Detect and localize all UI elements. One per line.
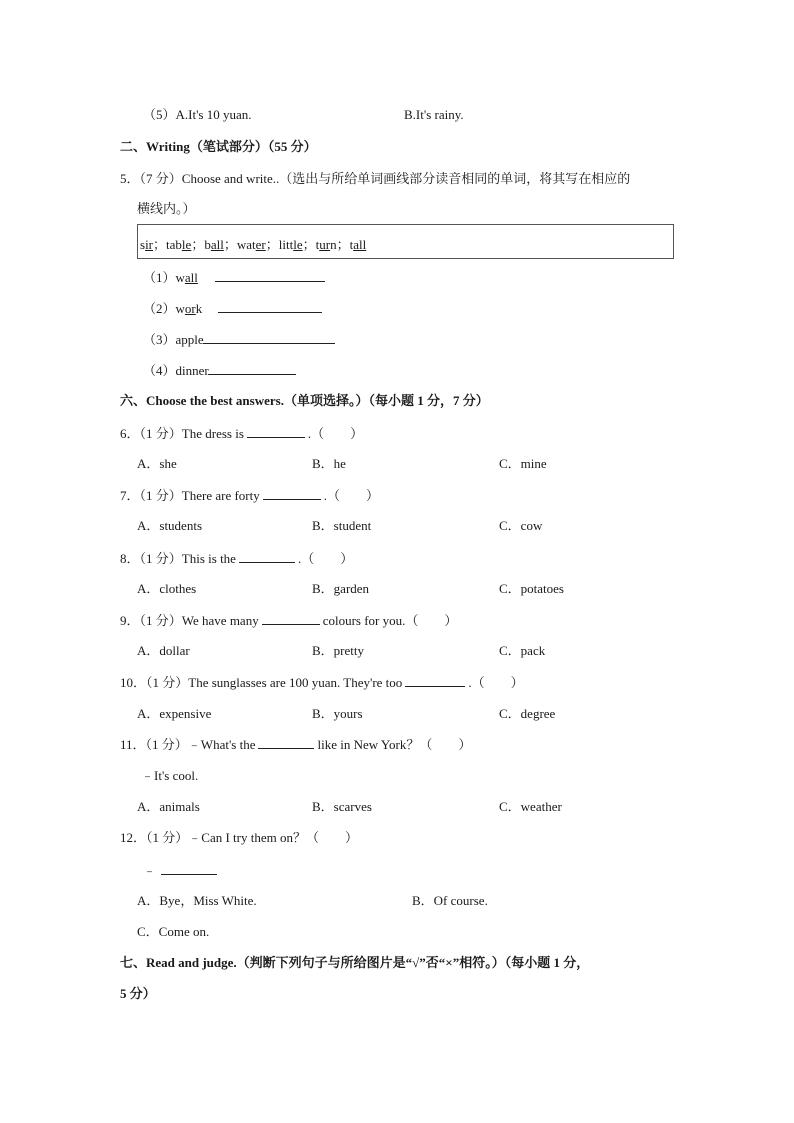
q4-item-5 bbox=[143, 106, 252, 124]
q5-item-2-word-underlined: or bbox=[184, 301, 196, 316]
q5-instruction-line2: 横线内。） bbox=[137, 201, 196, 216]
q9-option-b[interactable]: B．pretty bbox=[312, 643, 364, 658]
section-judge-title-line2: 5 分） bbox=[120, 986, 156, 1001]
q5-score: （7 分） bbox=[139, 171, 182, 186]
q7-option-b[interactable]: B．student bbox=[312, 518, 372, 533]
q4-item-5-number: （5） bbox=[143, 107, 176, 122]
q12-option-c[interactable]: C．Come on. bbox=[137, 924, 210, 939]
q5-item-4-answer-blank[interactable] bbox=[208, 361, 296, 375]
q5-item-2 bbox=[143, 299, 322, 318]
q10-text-before: The sunglasses are 100 yuan. They're too bbox=[188, 675, 403, 690]
q9-answer-blank[interactable] bbox=[262, 611, 320, 625]
q9-text-before: We have many bbox=[181, 613, 259, 628]
q5-word-separator: ； bbox=[223, 237, 237, 252]
q5-word-option-underlined: le bbox=[293, 237, 303, 252]
q8-option-b[interactable]: B．garden bbox=[312, 581, 370, 596]
q5-item-4-number: （4） bbox=[143, 363, 176, 378]
q10-answer-blank[interactable] bbox=[405, 673, 465, 687]
q11-option-a[interactable]: A．animals bbox=[137, 799, 200, 814]
q7-text-before: There are forty bbox=[181, 488, 260, 503]
q7-score: （1 分） bbox=[139, 488, 182, 503]
q5-word-option bbox=[204, 237, 237, 252]
q6-answer-blank[interactable] bbox=[247, 424, 305, 438]
q6-text-before: The dress is bbox=[181, 426, 244, 441]
q6-score: （1 分） bbox=[139, 426, 182, 441]
q5-number: 5． bbox=[120, 171, 140, 186]
q6-option-c[interactable]: C．mine bbox=[499, 456, 547, 471]
q9-option-a[interactable]: A．dollar bbox=[137, 643, 190, 658]
q8-option-c[interactable]: C．potatoes bbox=[499, 581, 564, 596]
q5-item-2-word-post: k bbox=[195, 301, 203, 316]
q5-item-2-word-pre: w bbox=[175, 301, 185, 316]
q6-number: 6． bbox=[120, 426, 140, 441]
q5-item-4-word-pre: dinn bbox=[175, 363, 199, 378]
q5-word-option bbox=[166, 237, 204, 252]
q9-score: （1 分） bbox=[139, 613, 182, 628]
q5-item-1-number: （1） bbox=[143, 270, 176, 285]
q5-item-4-word-suffix: er bbox=[198, 363, 209, 378]
q11-reply: ﹣It's cool. bbox=[141, 768, 199, 783]
q5-word-option bbox=[237, 237, 279, 252]
q7-option-a[interactable]: A．students bbox=[137, 518, 203, 533]
q9-text-after: colours for you.（ ） bbox=[322, 613, 458, 628]
q8-text-before: This is the bbox=[181, 551, 236, 566]
q5-instruction bbox=[120, 170, 630, 188]
q12-reply-blank[interactable] bbox=[161, 861, 217, 875]
q5-item-4 bbox=[143, 361, 296, 380]
q5-word-option bbox=[316, 237, 350, 252]
q5-word-option bbox=[350, 237, 367, 252]
q11-stem bbox=[120, 735, 471, 754]
q5-item-1-word-pre: w bbox=[175, 270, 185, 285]
q7-number: 7． bbox=[120, 488, 140, 503]
q11-text-after: like in New York？（ ） bbox=[317, 737, 472, 752]
q11-answer-blank[interactable] bbox=[258, 735, 314, 749]
q12-option-a[interactable]: A．Bye，Miss White. bbox=[137, 893, 257, 908]
q8-answer-blank[interactable] bbox=[239, 549, 295, 563]
q4-item-5-option-a: A.It's 10 yuan. bbox=[175, 107, 252, 122]
q7-stem bbox=[120, 486, 379, 505]
q5-word-option-underlined: all bbox=[353, 237, 367, 252]
q5-word-separator: ； bbox=[191, 237, 205, 252]
q12-text: ﹣Can I try them on？（ ） bbox=[188, 830, 358, 845]
q12-score: （1 分） bbox=[146, 830, 189, 845]
q5-item-3-number: （3） bbox=[143, 332, 176, 347]
q5-word-option-pre: litt bbox=[278, 237, 294, 252]
q5-word-option-pre: t bbox=[349, 237, 354, 252]
q5-word-box bbox=[137, 224, 674, 259]
q5-word-option-pre: wat bbox=[236, 237, 256, 252]
q5-word-option-underlined: ir bbox=[145, 237, 154, 252]
q10-number: 10． bbox=[120, 675, 147, 690]
q11-number: 11． bbox=[120, 737, 146, 752]
q7-answer-blank[interactable] bbox=[263, 486, 321, 500]
q4-item-5-option-b: B.It's rainy. bbox=[404, 107, 464, 122]
q5-word-option-post: n bbox=[330, 237, 337, 252]
section-writing-title: 二、Writing（笔试部分）（55 分） bbox=[120, 139, 317, 154]
q9-stem bbox=[120, 611, 457, 630]
q8-number: 8． bbox=[120, 551, 140, 566]
q12-reply bbox=[143, 861, 217, 880]
q5-item-3 bbox=[143, 330, 335, 349]
q12-number: 12． bbox=[120, 830, 147, 845]
q10-score: （1 分） bbox=[146, 675, 189, 690]
q6-option-a[interactable]: A．she bbox=[137, 456, 177, 471]
q5-word-separator: ； bbox=[153, 237, 167, 252]
q6-stem bbox=[120, 424, 363, 443]
q5-word-option-pre: tab bbox=[166, 237, 182, 252]
q5-word-separator: ； bbox=[265, 237, 279, 252]
q5-item-2-answer-blank[interactable] bbox=[218, 299, 322, 313]
q5-item-1 bbox=[143, 268, 325, 287]
q5-word-option-underlined: ur bbox=[319, 237, 331, 252]
q11-option-c[interactable]: C．weather bbox=[499, 799, 562, 814]
q9-number: 9． bbox=[120, 613, 140, 628]
q8-option-a[interactable]: A．clothes bbox=[137, 581, 197, 596]
q5-word-option bbox=[140, 237, 166, 252]
q5-item-1-word-underlined: all bbox=[184, 270, 198, 285]
q5-word-option-pre: s bbox=[140, 237, 146, 252]
q6-option-b[interactable]: B．he bbox=[312, 456, 346, 471]
q5-instruction-text: Choose and write..（选出与所给单词画线部分读音相同的单词，将其写在相应的 bbox=[181, 171, 631, 186]
q11-option-b[interactable]: B．scarves bbox=[312, 799, 372, 814]
q10-text-after: .（ ） bbox=[468, 675, 524, 690]
q8-score: （1 分） bbox=[139, 551, 182, 566]
q8-stem bbox=[120, 549, 353, 568]
q12-stem bbox=[120, 829, 358, 847]
q5-word-option bbox=[279, 237, 316, 252]
q10-option-b[interactable]: B．yours bbox=[312, 706, 363, 721]
q11-text-before: ﹣What's the bbox=[187, 737, 256, 752]
q10-option-a[interactable]: A．expensive bbox=[137, 706, 212, 721]
section-choose-title: 六、Choose the best answers.（单项选择。）（每小题 1 分，7 分） bbox=[120, 393, 489, 408]
q10-stem bbox=[120, 673, 524, 692]
q5-item-1-answer-blank[interactable] bbox=[215, 268, 325, 282]
q12-reply-dash: ﹣ bbox=[143, 863, 157, 878]
q5-word-option-underlined: er bbox=[255, 237, 266, 252]
q8-text-after: .（ ） bbox=[297, 551, 354, 566]
q7-text-after: .（ ） bbox=[323, 488, 379, 503]
q5-word-option-pre: t bbox=[315, 237, 320, 252]
q9-option-c[interactable]: C．pack bbox=[499, 643, 546, 658]
q7-option-c[interactable]: C．cow bbox=[499, 518, 543, 533]
q5-item-3-answer-blank[interactable] bbox=[203, 330, 335, 344]
q5-word-option-underlined: le bbox=[181, 237, 192, 252]
q12-option-b[interactable]: B．Of course. bbox=[412, 893, 488, 908]
q5-word-option-underlined: all bbox=[210, 237, 224, 252]
q5-word-list bbox=[140, 234, 366, 253]
q5-item-2-number: （2） bbox=[143, 301, 176, 316]
q5-word-separator: ； bbox=[302, 237, 316, 252]
q5-word-separator: ； bbox=[336, 237, 350, 252]
q11-score: （1 分） bbox=[145, 737, 188, 752]
q5-word-option-pre: b bbox=[204, 237, 211, 252]
q5-item-3-word-suffix: le bbox=[194, 332, 204, 347]
q10-option-c[interactable]: C．degree bbox=[499, 706, 556, 721]
q5-item-3-word-pre: app bbox=[175, 332, 195, 347]
q6-text-after: .（ ） bbox=[307, 426, 364, 441]
section-judge-title: 七、Read and judge.（判断下列句子与所给图片是“√”否“×”相符。）（每小题 1 分， bbox=[120, 955, 590, 970]
